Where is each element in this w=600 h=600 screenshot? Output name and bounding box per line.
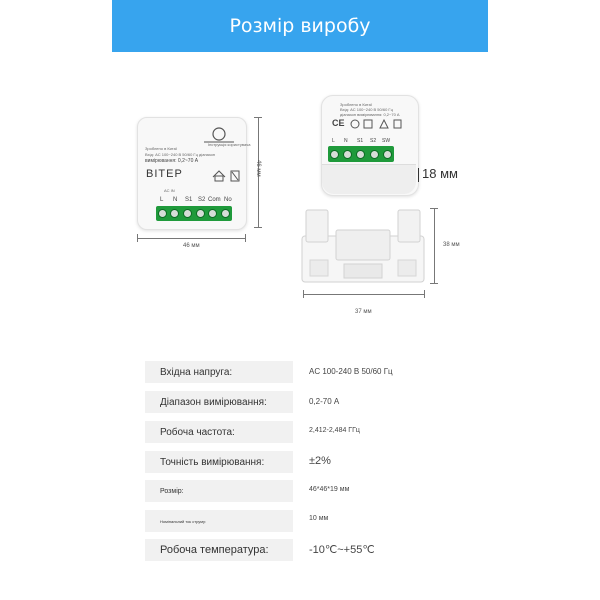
reset-button-icon bbox=[204, 124, 234, 144]
mounting-bracket bbox=[300, 208, 430, 288]
terminal-label-s1: S1 bbox=[357, 138, 364, 144]
dimension-tick bbox=[303, 290, 304, 298]
terminal-label-l: L bbox=[332, 138, 335, 144]
terminal-label-s2: S2 bbox=[198, 197, 206, 203]
terminal-screw bbox=[356, 150, 365, 159]
measure-line: діапазон вимірювання: 0,2~70 А bbox=[340, 112, 400, 117]
spec-line: Вхід: AC 100~240 В 50/60 Гц діапазон bbox=[145, 152, 216, 157]
certification-icons bbox=[350, 119, 410, 129]
top-mark: Інструкція користувача bbox=[208, 142, 251, 147]
terminal-screw bbox=[170, 209, 179, 218]
terminal-screw bbox=[183, 209, 192, 218]
terminal-screw bbox=[158, 209, 167, 218]
terminal-screw bbox=[383, 150, 392, 159]
spec-label: Точність вимірювання: bbox=[145, 451, 293, 473]
brand-text: Зроблено в Китаї bbox=[145, 146, 178, 151]
terminal-label-n: N bbox=[344, 138, 348, 144]
spec-label: Робоча температура: bbox=[145, 539, 293, 561]
home-icon bbox=[212, 170, 226, 182]
dimension-tick bbox=[430, 283, 438, 284]
spec-label: Робоча частота: bbox=[145, 421, 293, 443]
terminal-screw bbox=[208, 209, 217, 218]
brand-text: Зроблено в Китаї bbox=[340, 102, 373, 107]
width-dimension-line bbox=[137, 238, 246, 239]
measure-line: вимірювання: 0,2~70 А bbox=[145, 158, 199, 164]
bracket-height-line bbox=[434, 208, 435, 284]
terminal-label-n: N bbox=[173, 197, 178, 203]
ce-mark: CE bbox=[332, 118, 345, 128]
spec-label: Вхідна напруга: bbox=[145, 361, 293, 383]
terminal-label-l: L bbox=[160, 197, 164, 203]
spec-label: Номінальний ток струму: bbox=[145, 510, 293, 532]
depth-marker bbox=[418, 168, 419, 182]
terminal-screw bbox=[221, 209, 230, 218]
terminal-screw bbox=[330, 150, 339, 159]
model-label: BITEP bbox=[146, 168, 183, 180]
spec-value: 0,2-70 А bbox=[309, 397, 340, 406]
spec-value: AC 100-240 В 50/60 Гц bbox=[309, 367, 393, 376]
depth-label: 18 мм bbox=[422, 166, 458, 181]
bracket-height-label: 38 мм bbox=[443, 242, 460, 248]
spec-value: 10 мм bbox=[309, 515, 329, 522]
bracket-width-label: 37 мм bbox=[355, 309, 372, 315]
terminal-block bbox=[156, 206, 232, 221]
dimension-tick bbox=[424, 290, 425, 298]
terminal-label-no: No bbox=[224, 197, 232, 203]
dimension-tick bbox=[254, 227, 262, 228]
dimension-tick bbox=[254, 117, 262, 118]
terminal-screw bbox=[343, 150, 352, 159]
spec-value: 46*46*19 мм bbox=[309, 486, 350, 493]
bracket-width-line bbox=[303, 294, 425, 295]
spec-value: ±2% bbox=[309, 455, 331, 467]
device-front-view bbox=[137, 117, 251, 230]
dimension-tick bbox=[245, 234, 246, 242]
terminal-label-sw: SW bbox=[382, 138, 391, 144]
page-title: Розмір виробу bbox=[229, 15, 371, 37]
terminal-block bbox=[328, 146, 394, 162]
terminal-label-com: Com bbox=[208, 197, 221, 203]
terminal-label-s2: S2 bbox=[370, 138, 377, 144]
dimension-tick bbox=[137, 234, 138, 242]
spec-line: Вхід: AC 100~240 В 50/60 Гц bbox=[340, 107, 393, 112]
spec-value: 2,412-2,484 ГГц bbox=[309, 427, 360, 434]
device-angled-view bbox=[321, 95, 419, 196]
terminal-screw bbox=[370, 150, 379, 159]
certification-icon bbox=[230, 170, 240, 182]
spec-label: Діапазон вимірювання: bbox=[145, 391, 293, 413]
height-dimension-label: 46 мм bbox=[255, 160, 261, 177]
ac-in-label: AC IN bbox=[164, 188, 175, 193]
spec-value: -10℃~+55℃ bbox=[309, 544, 375, 556]
terminal-screw bbox=[196, 209, 205, 218]
title-banner bbox=[112, 0, 488, 52]
spec-label: Розмір: bbox=[145, 480, 293, 502]
terminal-label-s1: S1 bbox=[185, 197, 193, 203]
dimension-tick bbox=[430, 208, 438, 209]
width-dimension-label: 46 мм bbox=[183, 243, 200, 249]
device-side-face bbox=[322, 164, 416, 194]
